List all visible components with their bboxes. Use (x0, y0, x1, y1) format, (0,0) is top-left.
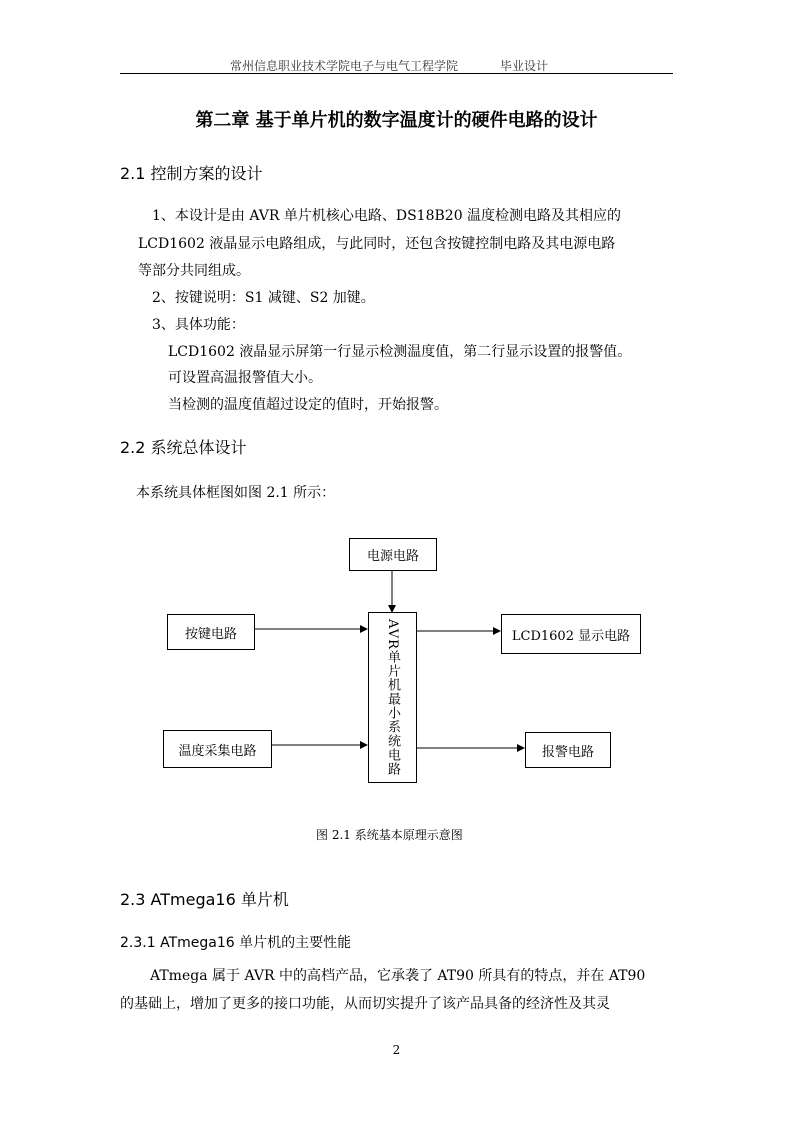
body-line: 的基础上，增加了更多的接口功能，从而切实提升了该产品具备的经济性及其灵 (120, 996, 610, 1012)
key-circuit-label: 按键电路 (184, 626, 237, 642)
header-doc-type: 毕业设计 (500, 59, 549, 73)
lcd-circuit-label: LCD1602 显示电路 (511, 628, 631, 644)
power-circuit-box (349, 538, 437, 571)
mcu-box (368, 612, 417, 783)
mcu-label-rest: 单片机最小系统电路 (385, 649, 400, 776)
mcu-label (386, 619, 399, 776)
alarm-circuit-box (525, 732, 611, 768)
section-2-2-intro: 本系统具体框图如图 2.1 所示： (136, 485, 336, 501)
body-line: 当检测的温度值超过设定的值时，开始报警。 (168, 397, 448, 413)
section-2-3-heading: 2.3 ATmega16 单片机 (120, 890, 289, 909)
temp-circuit-label: 温度采集电路 (178, 743, 257, 759)
temp-circuit-box (163, 730, 272, 768)
mcu-label-prefix: AVR (385, 619, 400, 650)
chapter-title: 第二章 基于单片机的数字温度计的硬件电路的设计 (195, 110, 598, 131)
key-circuit-box (167, 614, 255, 650)
section-2-3-1-heading: 2.3.1 ATmega16 单片机的主要性能 (120, 935, 352, 951)
figure-caption: 图 2.1 系统基本原理示意图 (316, 828, 463, 842)
body-line: ATmega 属于 AVR 中的高档产品，它承袭了 AT90 所具有的特点，并在 AT90 (150, 968, 646, 984)
body-line: 可设置高温报警值大小。 (168, 370, 322, 386)
power-circuit-label: 电源电路 (366, 549, 419, 564)
page-number: 2 (392, 1043, 401, 1057)
lcd-circuit-box (501, 614, 641, 654)
body-line: LCD1602 液晶显示电路组成，与此同时，还包含按键控制电路及其电源电路 (138, 236, 616, 252)
body-line: 2、按键说明：S1 减键、S2 加键。 (152, 290, 375, 306)
header-school: 常州信息职业技术学院电子与电气工程学院 (230, 59, 459, 73)
alarm-circuit-label: 报警电路 (541, 744, 594, 760)
body-line: 等部分共同组成。 (138, 263, 250, 279)
section-2-1-heading: 2.1 控制方案的设计 (120, 164, 263, 183)
section-2-2-heading: 2.2 系统总体设计 (120, 438, 247, 457)
body-line: 1、本设计是由 AVR 单片机核心电路、DS18B20 温度检测电路及其相应的 (152, 208, 622, 224)
body-line: 3、具体功能： (152, 317, 245, 333)
body-line: LCD1602 液晶显示屏第一行显示检测温度值，第二行显示设置的报警值。 (168, 344, 632, 360)
